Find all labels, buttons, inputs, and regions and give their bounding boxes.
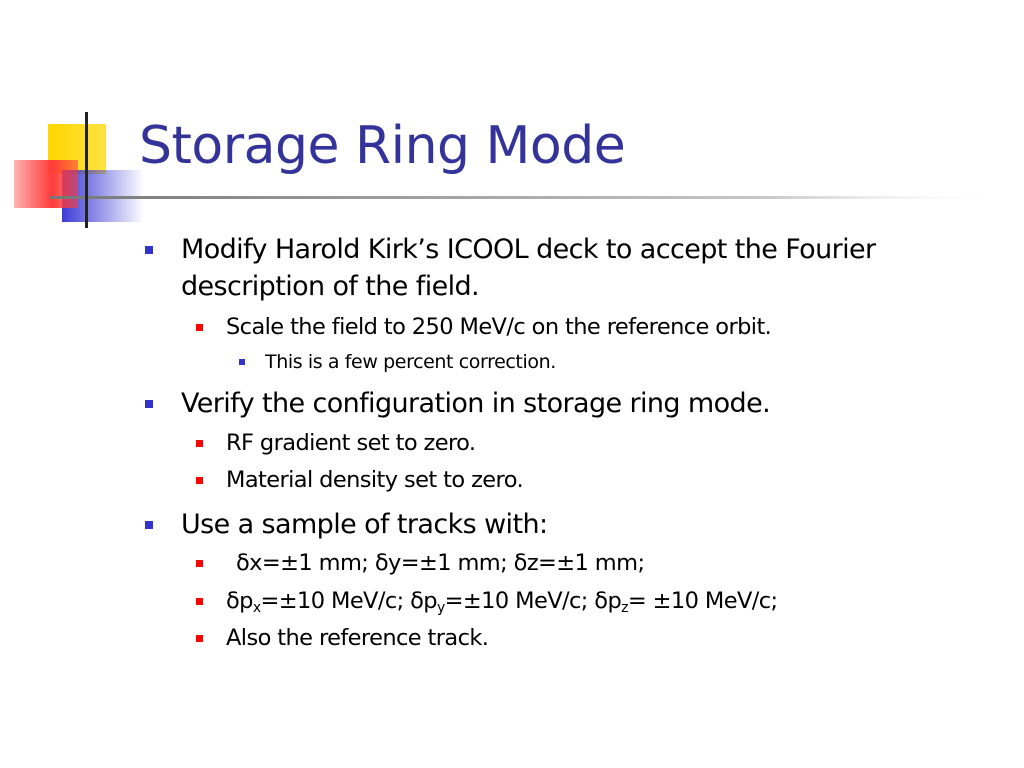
dpx-subscript: x bbox=[252, 600, 261, 617]
square-bullet-icon bbox=[196, 560, 203, 567]
dx-text: δx=±1 mm; bbox=[236, 550, 375, 576]
sub-bullet-text: Material density set to zero. bbox=[226, 467, 524, 493]
square-bullet-icon bbox=[196, 440, 203, 447]
dpy-value: =±10 MeV/c; bbox=[444, 588, 595, 614]
sub-sub-bullet-item bbox=[265, 349, 1005, 375]
dpz-text: δp bbox=[594, 588, 622, 614]
sub-sub-bullet-text: This is a few percent correction. bbox=[265, 351, 556, 373]
sub-bullet-text: RF gradient set to zero. bbox=[226, 430, 476, 456]
sub-bullet-text: Scale the field to 250 MeV/c on the reference orbit. bbox=[226, 314, 772, 340]
bullet-text: Modify Harold Kirk’s ICOOL deck to accept the Fourier description of the field. bbox=[181, 234, 876, 302]
square-bullet-icon bbox=[196, 324, 203, 331]
square-bullet-icon bbox=[145, 246, 153, 254]
square-bullet-icon bbox=[145, 400, 153, 408]
dy-text: δy=±1 mm; bbox=[374, 550, 514, 576]
bullet-item bbox=[181, 231, 1011, 305]
dz-text: δz=±1 mm; bbox=[513, 550, 645, 576]
bullet-text: Use a sample of tracks with: bbox=[181, 509, 548, 540]
dpz-subscript: z bbox=[621, 600, 628, 617]
dpy-text: δp bbox=[410, 588, 437, 614]
square-bullet-icon bbox=[239, 359, 245, 365]
sub-bullet-item bbox=[226, 548, 1006, 578]
square-bullet-icon bbox=[145, 521, 153, 529]
sub-bullet-item bbox=[226, 312, 1006, 342]
bullet-item bbox=[181, 385, 1011, 422]
dpx-text: δp bbox=[226, 588, 253, 614]
dpy-subscript: y bbox=[437, 600, 445, 617]
sub-bullet-item bbox=[226, 465, 1006, 495]
slide-title: Storage Ring Mode bbox=[139, 116, 626, 176]
bullet-item bbox=[181, 506, 1011, 543]
dpz-value: = ±10 MeV/c; bbox=[627, 588, 778, 614]
square-bullet-icon bbox=[196, 598, 203, 605]
square-bullet-icon bbox=[196, 635, 203, 642]
square-bullet-icon bbox=[196, 477, 203, 484]
bullet-text: Verify the configuration in storage ring mode. bbox=[181, 388, 771, 419]
dpx-value: =±10 MeV/c; bbox=[260, 588, 411, 614]
sub-bullet-item bbox=[226, 623, 1006, 653]
sub-bullet-item bbox=[226, 428, 1006, 458]
sub-bullet-text: Also the reference track. bbox=[226, 625, 489, 651]
sub-bullet-item bbox=[226, 586, 1006, 616]
